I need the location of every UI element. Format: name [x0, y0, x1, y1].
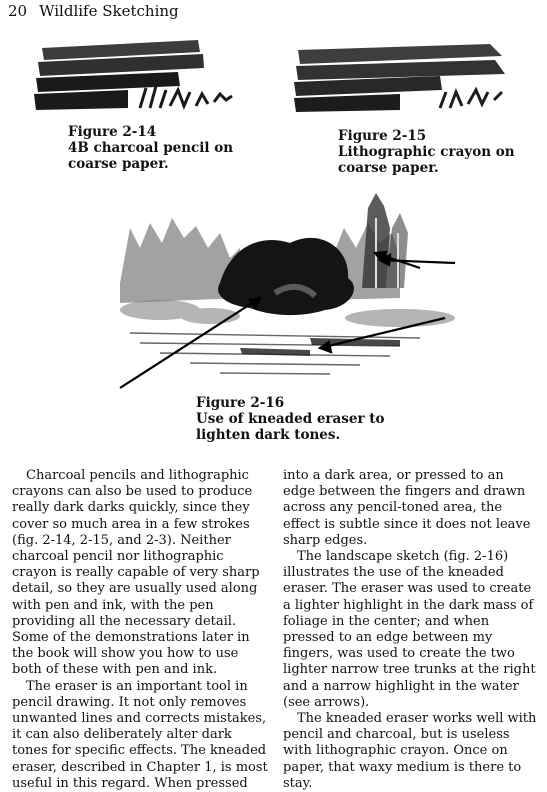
figure-2-15-line-2: coarse paper.	[338, 160, 439, 176]
figure-2-15-label: Figure 2-15	[338, 128, 427, 144]
body-paragraph: The eraser is an important tool in pencil drawing. It not only removes unwanted lines and corrects mistakes, it can also deliberately alter dark tones for specific effects. The kneaded eraser, described in Chapter 1, is most useful in this regard. When pressed	[12, 678, 268, 791]
body-column-right	[283, 468, 539, 792]
figure-2-15-crayon-swatch	[290, 42, 520, 117]
body-paragraph: Charcoal pencils and lithographic crayons can also be used to produce really dark darks quickly, since they cover so much area in a few strokes (fig. 2-14, 2-15, and 2-3). Neither charcoal pencil nor lithographic crayon is really capable of very sharp detail, so they are usually used along with pen and ink, with the pen providing all the necessary detail. Some of the demonstrations later in the book will show you how to use both of these with pen and ink.	[12, 468, 260, 678]
body-paragraph: The landscape sketch (fig. 2-16) illustrates the use of the kneaded eraser. The eraser was used to create a lighter highlight in the dark mass of foliage in the center; and when pressed to an edge between my fingers, was used to create the two lighter narrow tree trunks at the right and a narrow highlight in the water (see arrows).	[283, 549, 536, 710]
running-header	[8, 2, 179, 20]
figure-2-14-line-2: coarse paper.	[68, 156, 169, 172]
body-column-left	[12, 468, 268, 792]
figure-2-16-landscape-sketch	[100, 188, 470, 393]
figure-2-15-caption	[338, 128, 515, 176]
figure-2-16-line-1: Use of kneaded eraser to	[196, 411, 385, 427]
figure-2-14-caption	[68, 124, 233, 172]
figure-2-14-charcoal-swatch	[28, 38, 248, 118]
figure-2-16-label: Figure 2-16	[196, 395, 285, 411]
figure-2-14-label: Figure 2-14	[68, 124, 157, 140]
figure-2-15-line-1: Lithographic crayon on	[338, 144, 515, 160]
body-paragraph: The kneaded eraser works well with pencil and charcoal, but is useless with lithographic crayon. Once on paper, that waxy medium is there to stay.	[283, 711, 537, 791]
figure-2-16-caption	[196, 395, 385, 443]
running-title: Wildlife Sketching	[39, 2, 179, 20]
figure-2-14-line-1: 4B charcoal pencil on	[68, 140, 234, 156]
figure-2-16-line-2: lighten dark tones.	[196, 427, 341, 443]
page-number: 20	[8, 2, 28, 20]
body-paragraph: into a dark area, or pressed to an edge between the fingers and drawn across any pencil-toned area, the effect is subtle since it does not leave sharp edges.	[283, 468, 531, 548]
